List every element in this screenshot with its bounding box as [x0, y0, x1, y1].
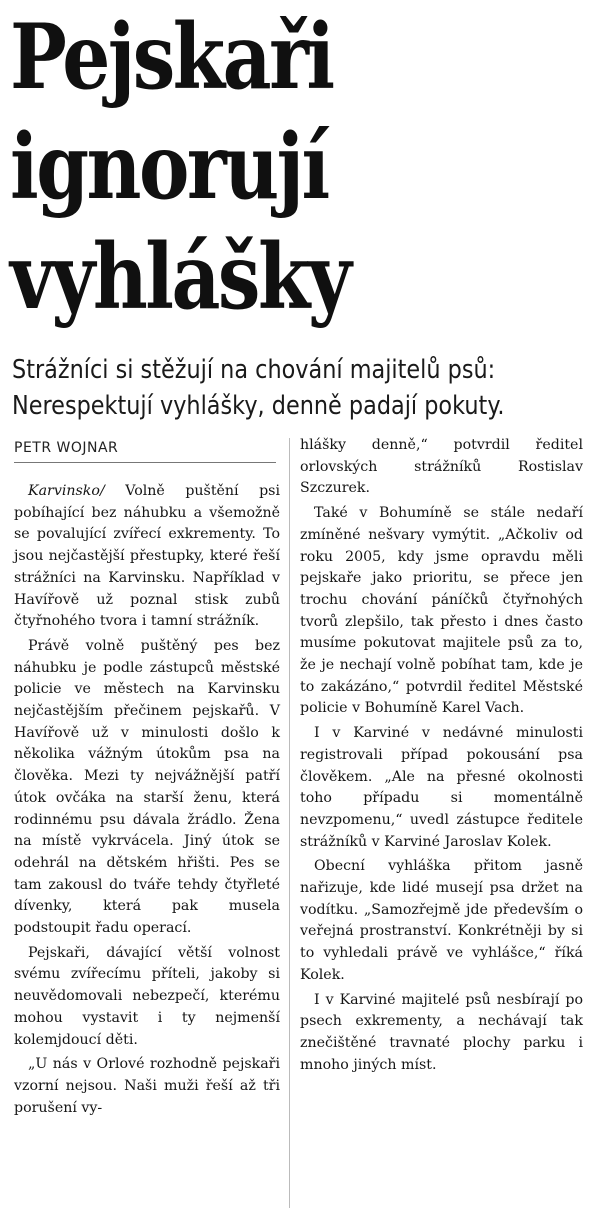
headline-line-1: Pejskaři [10, 4, 333, 110]
headline-line-2: ignorují [10, 114, 328, 220]
subtitle-line-1: Strážníci si stěžují na chování majitelů psů: [12, 355, 496, 385]
paragraph-4: „U nás v Orlové rozhodně pejskaři vzorní nejsou. Naši muži řeší až tři porušení vy- [14, 1056, 280, 1116]
paragraph-7: Obecní vyhláška přitom jasně nařizuje, kde lidé musejí psa držet na vodítku. „Samozřejmě jde především o veřejná prostranství. Konkrétněji by si to vyhledali právě ve vyhlášce,“ říká Kolek. [300, 858, 583, 983]
headline-line-3: vyhlášky [10, 224, 350, 330]
paragraph-2: Právě volně puštěný pes bez náhubku je podle zástupců městské policie ve městech na Karvinsku nejčastějším přečinem pejskařů. V Havířově už v minulosti došlo k několika vážným útokům psa na člověka. Mezi ty nejvážnější patří útok ovčáka na starší ženu, která rodinnému psu dávala žrádlo. Žena na místě vykrvácela. Jiný útok se odehrál na dětském hřišti. Pes se tam zakousl do tváře tehdy čtyřleté dívenky, která pak musela podstoupit řadu operací. [14, 637, 280, 937]
headline [10, 2, 497, 332]
byline: PETR WOJNAR [14, 440, 276, 463]
paragraph-6: I v Karviné v nedávné minulosti registrovali případ pokousání psa člověkem. „Ale na přesné okolnosti toho případu si momentálně nevzpomenu,“ uvedl zástupce ředitele strážníků v Karviné Jaroslav Kolek. [300, 725, 583, 850]
paragraph-4-continued: hlášky denně,“ potvrdil ředitel orlovských strážníků Rostislav Szczurek. [300, 437, 583, 497]
paragraph-1-text: Volně puštění psi pobíhající bez náhubku a všemožně se povalující zvířecí exkrementy. To jsou nejčastější přestupky, které řeší strážníci na Karvinsku. Například v Havířově už poznal stisk zubů čtyřnohého tvora i tamní strážník. [14, 483, 280, 630]
subtitle [12, 352, 509, 424]
article-column-1 [14, 481, 280, 1119]
paragraph-3: Pejskaři, dávající větší volnost svému zvířecímu příteli, jakoby si neuvědomovali nebezpečí, kterému mohou vystavit i ty nejmenší kolemjdoucí děti. [14, 944, 280, 1048]
subtitle-line-2: Nerespektují vyhlášky, denně padají pokuty. [12, 391, 505, 421]
column-divider [289, 438, 290, 1208]
dateline: Karvinsko/ [28, 483, 105, 499]
paragraph-5: Také v Bohumíně se stále nedaří zmíněné nešvary vymýtit. „Ačkoliv od roku 2005, kdy jsme opravdu měli pejskaře jako prioritu, se přece jen trochu chování páníčků čtyřnohých tvorů zlepšilo, tak přesto i dnes často musíme pokutovat majitele psů za to, že je nechají volně pobíhat tam, kde je to zakázáno,“ potvrdil ředitel Městské policie v Bohumíně Karel Vach. [300, 505, 583, 717]
paragraph-8: I v Karviné majitelé psů nesbírají po psech exkrementy, a nechávají tak znečištěné travnaté plochy parku i mnoho jiných míst. [300, 991, 583, 1073]
article-column-2 [300, 435, 583, 1076]
paragraph-1 [14, 481, 280, 633]
